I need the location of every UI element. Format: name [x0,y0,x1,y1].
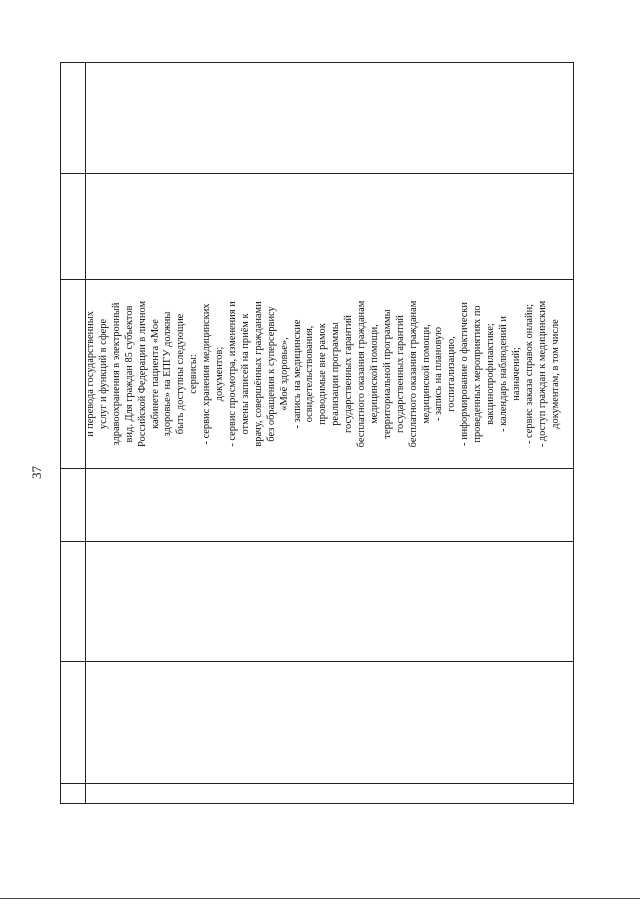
page-number: 37 [29,466,44,479]
row-divider [61,541,573,542]
row-divider [61,661,573,662]
cell-line: документов; [214,346,226,402]
cell-line: без обращения к суперсервису [265,306,277,442]
cell-line: врачу, совершённых гражданами [252,301,264,447]
cell-line: бесплатного оказания гражданам [356,300,368,448]
cell-line: госпитализацию, [446,336,458,412]
row-divider [61,468,573,469]
cell-line: бесплатного оказания гражданам [407,300,419,448]
cell-line: проводимые вне рамок [317,323,329,425]
cell-line: сервисы: [188,354,200,394]
cell-line: государственных гарантий [394,315,406,433]
cell-line: - календарь наблюдений и [498,316,509,432]
row-divider [61,783,573,784]
cell-line: - запись на плановую [433,326,445,422]
cell-line: услуг и функций в сфере [97,318,109,430]
cell-line: - сервис заказа справок онлайн; [523,303,535,445]
cell-line: вакцинопрофилактике; [485,323,497,425]
rotated-cell-text [85,280,563,468]
cell-line: кабинете пациента «Мое [149,319,161,429]
cell-line: документам, в том числе [549,319,561,429]
cell-line: и перевода государственных [85,311,96,437]
footer-rule [0,898,640,899]
cell-line: Российской Федерации в личном [136,300,148,448]
cell-line: - информирование о фактически [459,302,471,446]
cell-lines [85,280,563,468]
cell-line: - сервис хранения медицинских [201,303,213,445]
cell-line: территориальной программы [381,309,393,439]
cell-line: отмены записей на приём к [239,313,251,435]
cell-line: реализации программы [330,322,342,426]
cell-line: - доступ граждан к медицинским [536,300,548,448]
cell-line: назначений; [510,347,522,401]
cell-line: государственных гарантий [343,315,355,433]
cell-line: - запись на медицинские [291,319,303,429]
cell-line: медицинской помощи, [420,324,432,424]
cell-line: - сервис просмотра, изменения и [226,301,238,447]
cell-line: здоровье» на ЕПГУ должны [162,311,174,437]
cell-line: освидетельствования, [304,325,316,423]
cell-line: «Моё здоровье», [278,337,290,411]
cell-line: вид. Для граждан 85 субъектов [123,305,135,443]
row-divider [61,173,573,174]
cell-line: проведенных мероприятиях по [472,305,484,443]
cell-line: медицинской помощи, [368,324,380,424]
cell-line: быть доступны следующие [175,313,187,435]
cell-line: здравоохранения в электронный [110,302,122,446]
